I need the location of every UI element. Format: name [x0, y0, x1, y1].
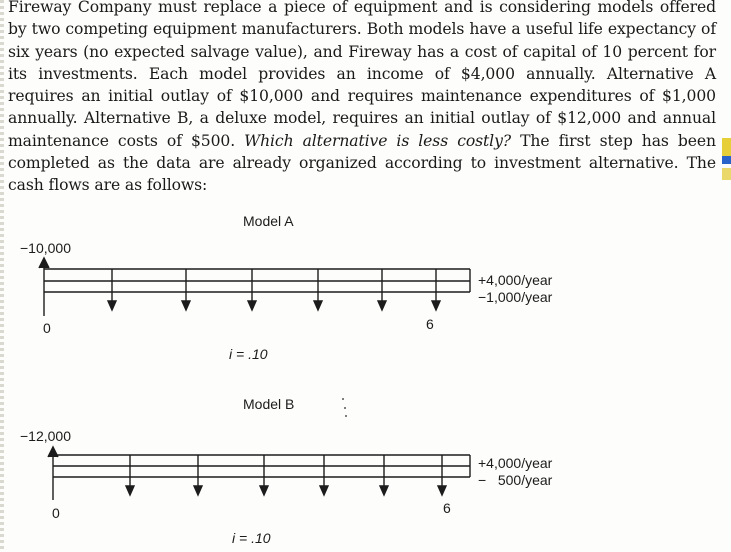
model-a-outflow-label: −1,000/year — [478, 289, 553, 305]
model-b-annual-arrows — [126, 455, 446, 495]
model-b-outflow-label: − 500/year — [478, 472, 553, 488]
model-b-interest-rate: i = .10 — [232, 530, 271, 546]
model-b-title: Model B — [243, 396, 295, 412]
scan-specks — [342, 398, 347, 417]
model-a-period-end: 6 — [426, 316, 434, 332]
model-a-initial-outlay: −10,000 — [20, 240, 71, 256]
model-a-annual-arrows — [108, 269, 440, 310]
model-b-inflow-label: +4,000/year — [478, 455, 553, 471]
problem-question: Which alternative is less costly? — [244, 131, 512, 150]
model-b-period-end: 6 — [443, 500, 451, 516]
model-a-title: Model A — [243, 213, 294, 229]
model-a-inflow-label: +4,000/year — [478, 272, 553, 288]
model-a-interest-rate: i = .10 — [229, 346, 268, 362]
problem-text-intro: Fireway Company must replace a piece of equipment and is considering models offered by two competing equipment manufacturers. Both models have a useful life expectancy of six years (no expected salvage value), and Fireway has a cost of capital of 10 percent for its investments. Each model provides an income of $4,000 annually. Alternative A requires an initial outlay of $10,000 and requires maintenance expenditures of $1,000 annually. Alternative B, a deluxe model, requires an initial outlay of $12,000 and annual maintenance costs of $500. — [8, 0, 716, 150]
model-b-initial-outlay: −12,000 — [20, 428, 71, 444]
model-a-outlay-arrowhead — [39, 258, 49, 268]
problem-text-closing: The first step has been completed as the data are already organized according to investment alternative. The cash flows are as follows: — [8, 131, 716, 195]
model-b-period-start: 0 — [52, 505, 60, 521]
model-a-period-start: 0 — [43, 320, 51, 336]
model-b-diagram — [48, 447, 470, 500]
model-a-diagram — [39, 258, 470, 316]
